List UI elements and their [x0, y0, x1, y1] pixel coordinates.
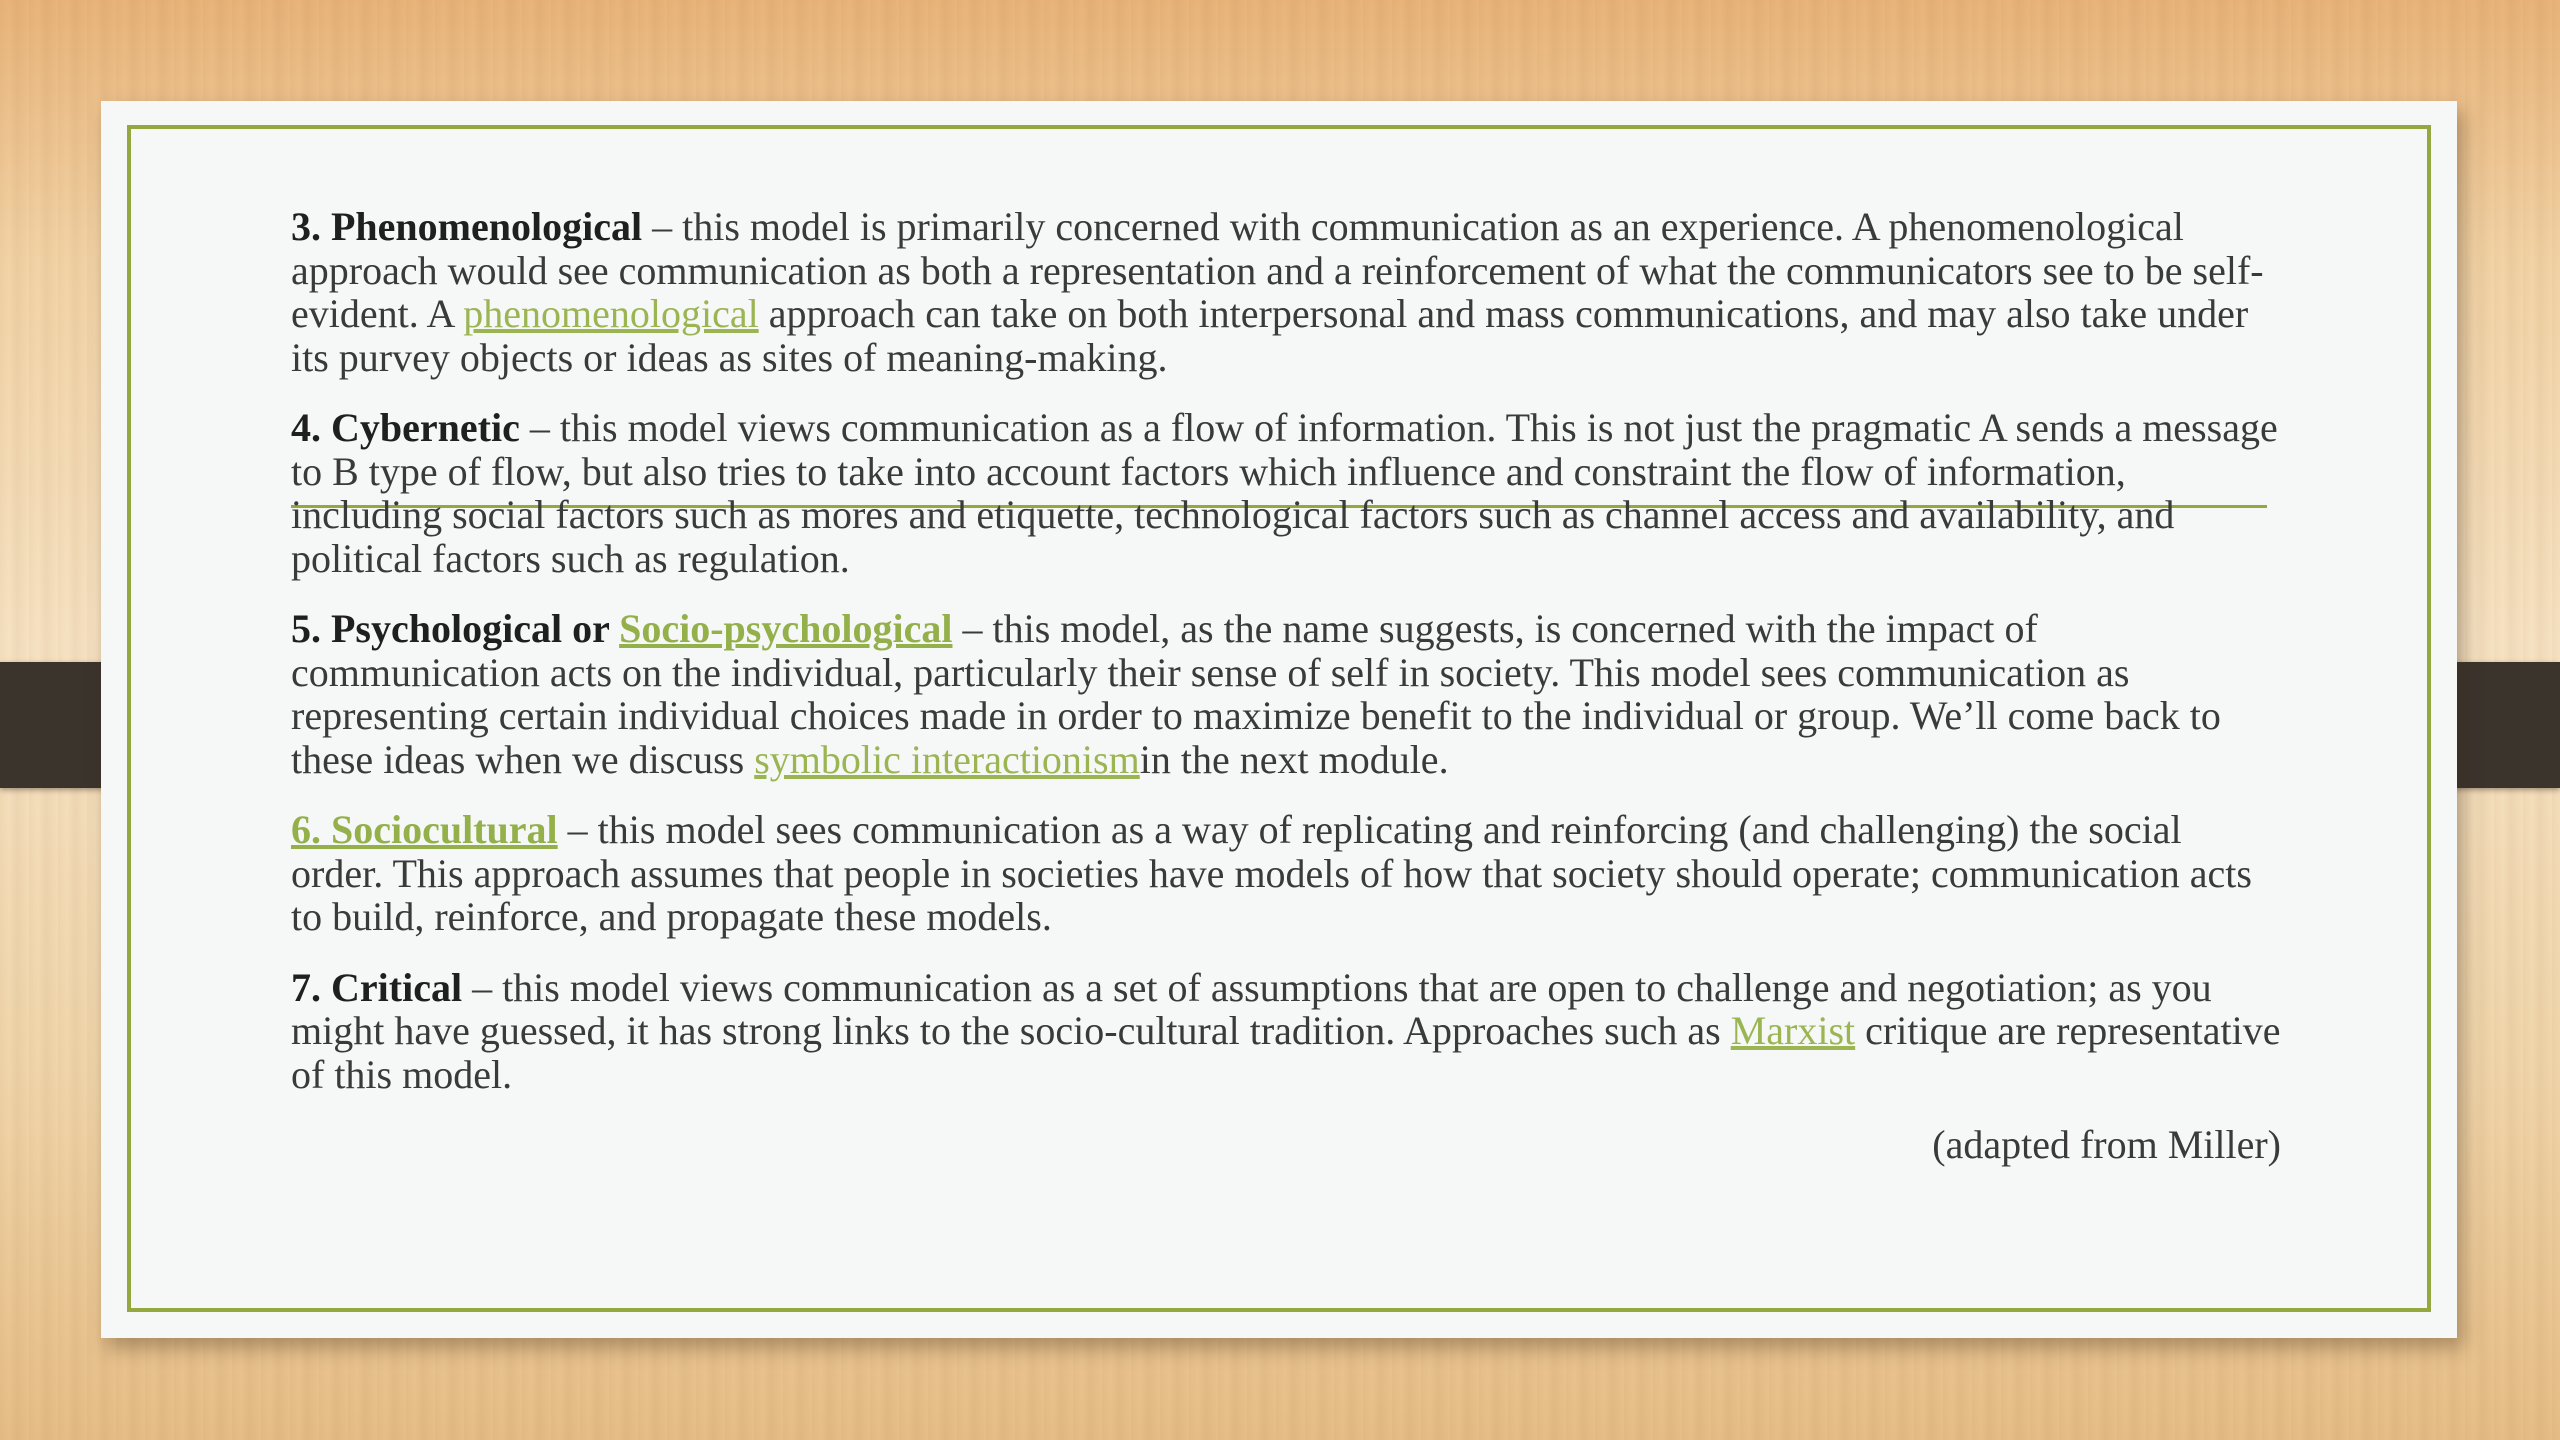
slide-card — [101, 101, 2457, 1338]
paragraph-text: – this model, as the name suggests, is concerned with the impact of communication acts on the individual, particularly their sense of self in society. This model sees communication as representing certain individual choices made in order to maximize benefit to the individual or group. We’ll come back to these ideas when we discuss — [291, 606, 2221, 782]
paragraph-cybernetic — [291, 406, 2281, 580]
paragraph-phenomenological — [291, 205, 2281, 379]
paragraph-text: in the next module. — [1139, 736, 1449, 782]
paragraph-text: – this model views communication as a set of assumptions that are open to challenge and negotiation; as you might have guessed, it has strong links to the socio-cultural tradition. Approaches such as — [291, 964, 2212, 1053]
term-psychological: 5. Psychological or — [291, 606, 620, 651]
link-phenomenological[interactable]: phenomenological — [463, 291, 759, 336]
paragraph-psychological — [291, 607, 2281, 781]
paragraph-critical — [291, 966, 2281, 1097]
term-critical: 7. Critical — [291, 964, 463, 1010]
paragraph-text: approach can take on both interpersonal and mass communications, and may also take under its purvey objects or ideas as sites of meaning-making. — [291, 291, 2249, 380]
attribution: (adapted from Miller) — [1932, 1122, 2281, 1167]
paragraph-sociocultural — [291, 808, 2281, 939]
link-marxist[interactable]: Marxist — [1730, 1008, 1856, 1053]
term-cybernetic: 4. Cybernetic — [291, 405, 520, 450]
paragraph-text: – this model views communication as a flow of information. This is not just the pragmatic A sends a message to B type of flow, but also tries to take into account factors which influence and constraint the flow of information, including social factors such as mores and etiquette, technological factors such as channel access and availability, and political factors such as regulation. — [291, 405, 2278, 581]
paragraph-text: – this model is primarily concerned with communication as an experience. A phenomenological approach would see communication as both a representation and a reinforcement of what the communicators see to be self-evident. A — [291, 204, 2264, 336]
link-socio-psychological[interactable]: Socio-psychological — [619, 606, 953, 651]
link-sociocultural[interactable]: 6. Sociocultural — [291, 807, 558, 852]
paragraph-text: – this model sees communication as a way of replicating and reinforcing (and challenging) the social order. This approach assumes that people in societies have models of how that society should operate; communication acts to build, reinforce, and propagate these models. — [291, 807, 2252, 939]
link-symbolic-interactionism[interactable]: symbolic interactionism — [754, 736, 1140, 782]
slide-content — [291, 205, 2281, 1167]
paragraph-text: critique are representative of this model. — [291, 1008, 2281, 1097]
term-phenomenological: 3. Phenomenological — [291, 204, 643, 249]
